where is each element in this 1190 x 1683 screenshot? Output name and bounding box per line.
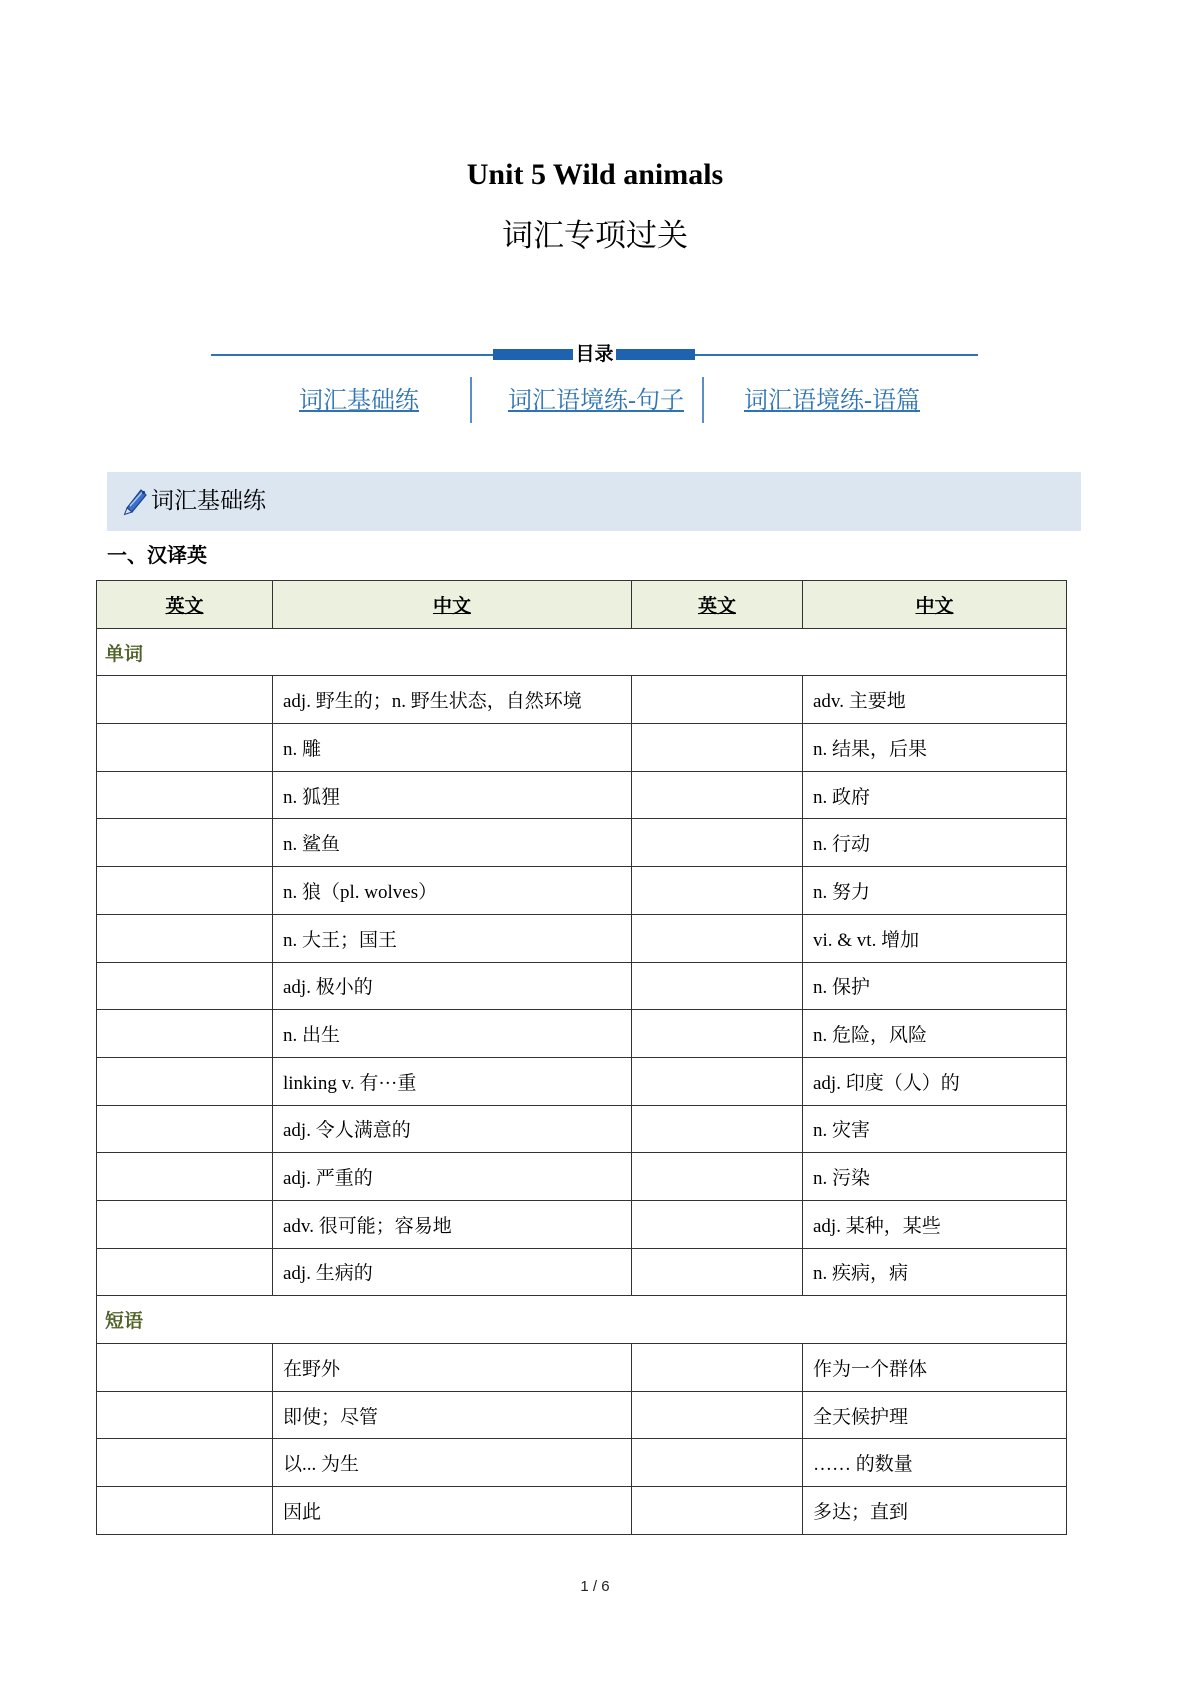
document-title: Unit 5 Wild animals xyxy=(466,158,724,191)
answer-blank-en xyxy=(97,914,273,962)
column-header-chinese: 中文 xyxy=(273,581,632,629)
answer-blank-en xyxy=(97,1200,273,1248)
answer-blank-en xyxy=(97,1153,273,1201)
document-subtitle: 词汇专项过关 xyxy=(502,218,688,253)
answer-blank-en xyxy=(632,1487,803,1535)
table-cell-zh: n. 出生 xyxy=(273,1010,632,1058)
toc-link-vocab-basics[interactable]: 词汇基础练 xyxy=(299,388,419,414)
answer-blank-en xyxy=(97,867,273,915)
table-cell-zh: adj. 极小的 xyxy=(273,962,632,1010)
answer-blank-en xyxy=(97,724,273,772)
table-row xyxy=(97,676,1067,724)
table-cell-zh: n. 保护 xyxy=(803,962,1067,1010)
column-header-english: 英文 xyxy=(97,581,273,629)
answer-blank-en xyxy=(97,1057,273,1105)
group-label-phrases: 短语 xyxy=(97,1296,1067,1344)
toc-link-vocab-passage[interactable]: 词汇语境练-语篇 xyxy=(744,388,920,414)
table-row xyxy=(97,1487,1067,1535)
answer-blank-en xyxy=(632,1200,803,1248)
table-cell-zh: 在野外 xyxy=(273,1344,632,1392)
table-cell-zh: n. 疾病，病 xyxy=(803,1248,1067,1296)
table-cell-zh: n. 狼（pl. wolves） xyxy=(273,867,632,915)
table-cell-zh: 因此 xyxy=(273,1487,632,1535)
table-cell-zh: vi. & vt. 增加 xyxy=(803,914,1067,962)
table-cell-zh: adj. 某种，某些 xyxy=(803,1200,1067,1248)
table-cell-zh: n. 狐狸 xyxy=(273,771,632,819)
answer-blank-en xyxy=(632,724,803,772)
answer-blank-en xyxy=(97,771,273,819)
group-row xyxy=(97,628,1067,676)
table-cell-zh: linking v. 有···重 xyxy=(273,1057,632,1105)
table-cell-zh: 全天候护理 xyxy=(803,1391,1067,1439)
pen-icon xyxy=(121,486,149,516)
table-cell-zh: n. 危险，风险 xyxy=(803,1010,1067,1058)
column-header-chinese: 中文 xyxy=(803,581,1067,629)
answer-blank-en xyxy=(97,1391,273,1439)
exercise-heading: 一、汉译英 xyxy=(107,545,207,567)
page-number: 1 / 6 xyxy=(580,1578,610,1595)
table-cell-zh: 多达；直到 xyxy=(803,1487,1067,1535)
answer-blank-en xyxy=(97,1010,273,1058)
answer-blank-en xyxy=(632,914,803,962)
answer-blank-en xyxy=(97,1344,273,1392)
table-row xyxy=(97,771,1067,819)
column-header-english: 英文 xyxy=(632,581,803,629)
table-cell-zh: n. 努力 xyxy=(803,867,1067,915)
table-row xyxy=(97,1153,1067,1201)
group-label-words: 单词 xyxy=(97,628,1067,676)
table-row xyxy=(97,914,1067,962)
table-row xyxy=(97,867,1067,915)
table-row xyxy=(97,1057,1067,1105)
table-row xyxy=(97,1439,1067,1487)
answer-blank-en xyxy=(97,962,273,1010)
answer-blank-en xyxy=(632,1248,803,1296)
answer-blank-en xyxy=(632,1105,803,1153)
group-row xyxy=(97,1296,1067,1344)
answer-blank-en xyxy=(97,1105,273,1153)
answer-blank-en xyxy=(632,1010,803,1058)
table-row xyxy=(97,1105,1067,1153)
table-row xyxy=(97,1200,1067,1248)
table-cell-zh: n. 灾害 xyxy=(803,1105,1067,1153)
table-cell-zh: n. 大王；国王 xyxy=(273,914,632,962)
toc-label: 目录 xyxy=(573,343,616,365)
answer-blank-en xyxy=(632,1057,803,1105)
table-row xyxy=(97,1391,1067,1439)
section-header xyxy=(107,472,1081,531)
table-row xyxy=(97,962,1067,1010)
answer-blank-en xyxy=(632,819,803,867)
table-cell-zh: …… 的数量 xyxy=(803,1439,1067,1487)
table-cell-zh: n. 鲨鱼 xyxy=(273,819,632,867)
table-cell-zh: adj. 生病的 xyxy=(273,1248,632,1296)
answer-blank-en xyxy=(632,1391,803,1439)
answer-blank-en xyxy=(97,1248,273,1296)
table-cell-zh: n. 政府 xyxy=(803,771,1067,819)
toc-divider xyxy=(470,377,472,423)
table-row xyxy=(97,819,1067,867)
answer-blank-en xyxy=(632,1344,803,1392)
table-row xyxy=(97,1010,1067,1058)
table-cell-zh: adj. 印度（人）的 xyxy=(803,1057,1067,1105)
table-cell-zh: adv. 主要地 xyxy=(803,676,1067,724)
table-cell-zh: n. 雕 xyxy=(273,724,632,772)
table-row xyxy=(97,1248,1067,1296)
table-cell-zh: n. 污染 xyxy=(803,1153,1067,1201)
answer-blank-en xyxy=(632,1439,803,1487)
table-cell-zh: n. 行动 xyxy=(803,819,1067,867)
answer-blank-en xyxy=(632,1153,803,1201)
answer-blank-en xyxy=(632,867,803,915)
answer-blank-en xyxy=(632,676,803,724)
table-cell-zh: adj. 野生的；n. 野生状态，自然环境 xyxy=(273,676,632,724)
table-row xyxy=(97,1344,1067,1392)
table-row xyxy=(97,724,1067,772)
answer-blank-en xyxy=(97,1487,273,1535)
table-header-row xyxy=(97,581,1067,629)
toc-bar-left xyxy=(493,349,573,360)
answer-blank-en xyxy=(632,962,803,1010)
toc-link-vocab-sentences[interactable]: 词汇语境练-句子 xyxy=(508,388,684,414)
answer-blank-en xyxy=(97,676,273,724)
answer-blank-en xyxy=(97,819,273,867)
table-cell-zh: n. 结果，后果 xyxy=(803,724,1067,772)
vocab-table xyxy=(96,580,1067,1535)
toc-bar-right xyxy=(616,349,695,360)
table-cell-zh: adj. 令人满意的 xyxy=(273,1105,632,1153)
section-title: 词汇基础练 xyxy=(151,488,266,514)
table-cell-zh: 即使；尽管 xyxy=(273,1391,632,1439)
answer-blank-en xyxy=(632,771,803,819)
table-cell-zh: adj. 严重的 xyxy=(273,1153,632,1201)
table-cell-zh: 以... 为生 xyxy=(273,1439,632,1487)
table-cell-zh: 作为一个群体 xyxy=(803,1344,1067,1392)
table-cell-zh: adv. 很可能；容易地 xyxy=(273,1200,632,1248)
answer-blank-en xyxy=(97,1439,273,1487)
toc-divider xyxy=(702,377,704,423)
